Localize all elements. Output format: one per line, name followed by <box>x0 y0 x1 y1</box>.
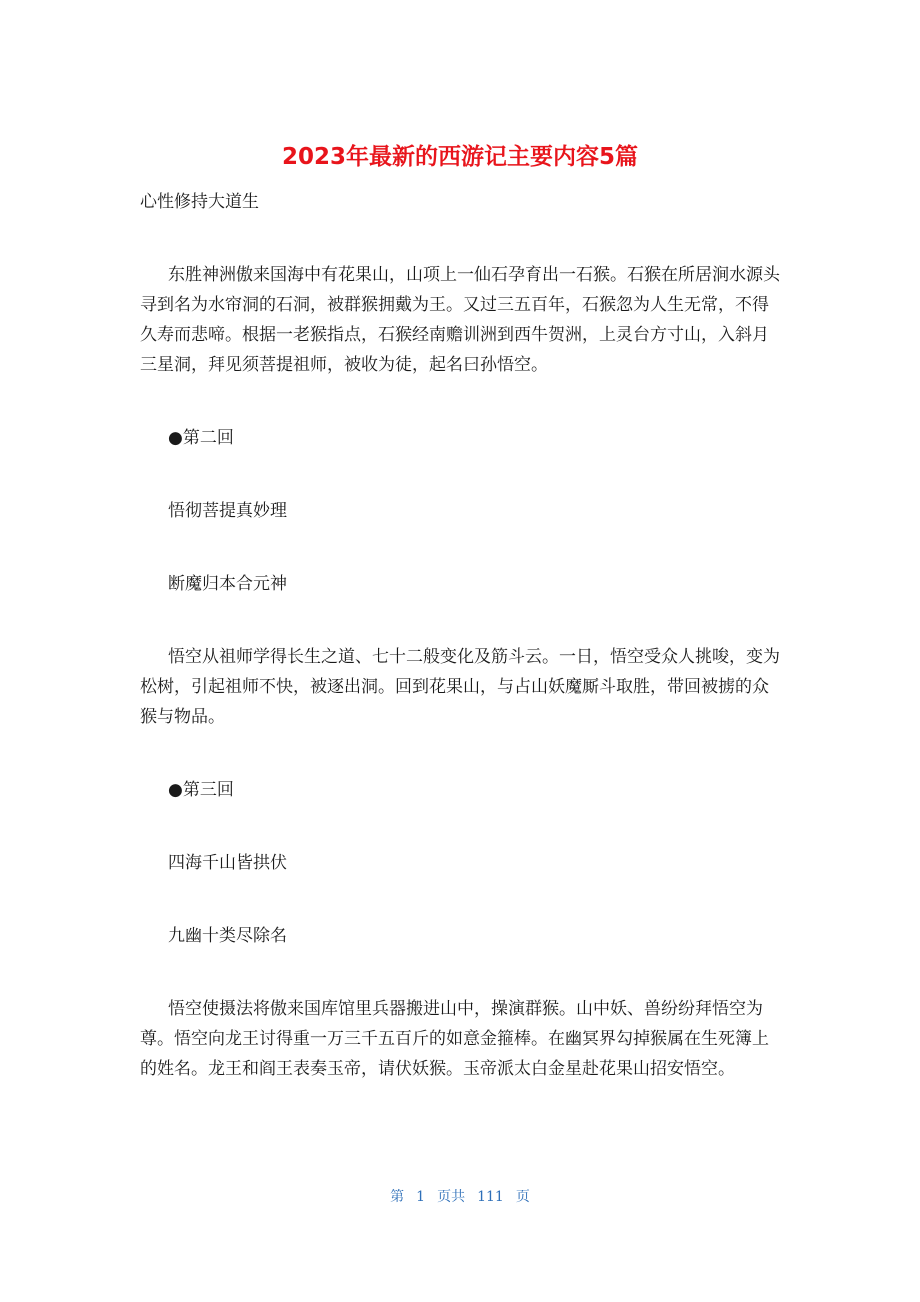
footer-prefix: 第 <box>390 1189 405 1205</box>
chapter-heading-3: ●第三回 <box>168 780 234 800</box>
paragraph-chapter-1-summary: 东胜神洲傲来国海中有花果山，山项上一仙石孕育出一石猴。石猴在所居涧水源头寻到名为水帘洞的石洞，被群猴拥戴为王。又过三五百年，石猴忽为人生无常，不得久寿而悲啼。根据一老猴指点，石猴经南赡训洲到西牛贺洲，上灵台方寸山，入斜月三星洞，拜见须菩提祖师，被收为徒，起名曰孙悟空。 <box>140 265 780 375</box>
document-subtitle: 心性修持大道生 <box>140 192 259 212</box>
footer-middle: 页共 <box>437 1189 466 1205</box>
chapter-couplet-line: 四海千山皆拱伏 <box>168 853 287 873</box>
chapter-couplet-line: 悟彻菩提真妙理 <box>168 501 287 521</box>
footer-suffix: 页 <box>515 1189 530 1205</box>
page-footer <box>0 1186 920 1208</box>
paragraph-chapter-2-summary: 悟空从祖师学得长生之道、七十二般变化及筋斗云。一日，悟空受众人挑唆，变为松树，引起祖师不快，被逐出洞。回到花果山，与占山妖魔厮斗取胜，带回被掳的众猴与物品。 <box>140 647 780 727</box>
chapter-couplet-line: 九幽十类尽除名 <box>168 926 287 946</box>
footer-page-number: 1 <box>416 1189 426 1205</box>
footer-total-pages: 111 <box>477 1189 504 1205</box>
chapter-couplet-line: 断魔归本合元神 <box>168 574 287 594</box>
paragraph-chapter-3-summary: 悟空使摄法将傲来国库馆里兵器搬进山中，操演群猴。山中妖、兽纷纷拜悟空为尊。悟空向龙王讨得重一万三千五百斤的如意金箍棒。在幽冥界勾掉猴属在生死簿上的姓名。龙王和阎王表奏玉帝，请伏妖猴。玉帝派太白金星赴花果山招安悟空。 <box>140 999 769 1079</box>
document-body <box>140 187 780 1127</box>
document-title: 2023年最新的西游记主要内容5篇 <box>281 144 639 170</box>
chapter-heading-2: ●第二回 <box>168 428 234 448</box>
